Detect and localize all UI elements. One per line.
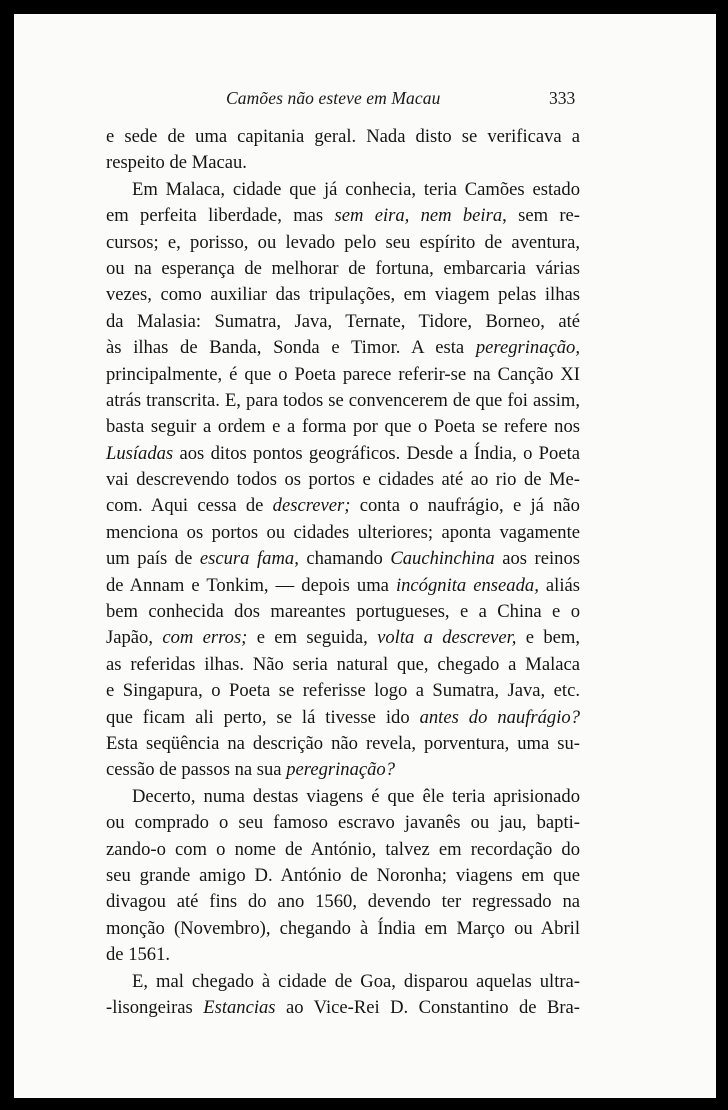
- text-run: basta seguir a ordem e a forma por que o Poeta se refere nos: [106, 416, 580, 438]
- text-line: [106, 414, 580, 440]
- text-line: [106, 705, 580, 731]
- text-line: [106, 309, 580, 335]
- text-line: [106, 493, 580, 519]
- text-line: [106, 388, 580, 414]
- text-line: [106, 625, 580, 651]
- text-run: aos reinos: [494, 548, 580, 570]
- text-line: [106, 969, 580, 995]
- text-line: [106, 810, 580, 836]
- text-run: e bem,: [516, 627, 580, 649]
- text-line: [106, 889, 580, 915]
- text-run: vai descrevendo todos os portos e cidades até ao rio de Me-: [106, 469, 580, 491]
- text-run: aos ditos pontos geográficos. Desde a Índia, o Poeta: [173, 442, 580, 464]
- text-line: [106, 916, 580, 942]
- text-line: [106, 124, 580, 150]
- text-run: E, mal chegado à cidade de Goa, disparou aquelas ultra-: [132, 970, 580, 992]
- text-line: [106, 256, 580, 282]
- italic-text: com erros;: [162, 627, 248, 649]
- text-run: Japão,: [106, 627, 163, 649]
- text-line: [106, 203, 580, 229]
- text-run: ou na esperança de melhorar de fortuna, embarcaria várias: [106, 257, 580, 279]
- text-run: Decerto, numa destas viagens é que êle teria aprisionado: [132, 785, 580, 807]
- text-line: [106, 995, 580, 1021]
- italic-text: incógnita enseada,: [395, 574, 539, 596]
- text-line: [106, 177, 580, 203]
- text-line: [106, 863, 580, 889]
- italic-text: peregrinação,: [475, 337, 580, 359]
- text-run: Em Malaca, cidade que já conhecia, teria Camões estado: [132, 178, 580, 200]
- text-run: as referidas ilhas. Não seria natural que, chegado a Malaca: [106, 653, 580, 675]
- text-run: , sem re-: [502, 205, 580, 227]
- text-line: [106, 467, 580, 493]
- page-number: 333: [549, 88, 576, 108]
- italic-text: descrever;: [272, 495, 351, 517]
- text-run: principalmente, é que o Poeta parece referir-se na Canção XI: [106, 363, 580, 385]
- text-run: com. Aqui cessa de: [106, 495, 273, 517]
- text-run: em perfeita liberdade, mas: [106, 205, 335, 227]
- text-run: de 1561.: [106, 944, 171, 966]
- text-run: seu grande amigo D. António de Noronha; viagens em que: [106, 864, 580, 886]
- text-run: ao Vice-Rei D. Constantino de Bra-: [275, 996, 581, 1018]
- italic-text: Cauchinchina: [390, 548, 495, 570]
- text-line: [106, 837, 580, 863]
- text-run: conta o naufrágio, e já não: [350, 495, 580, 517]
- text-line: [106, 573, 580, 599]
- text-line: [106, 757, 580, 783]
- text-run: e em seguida,: [247, 627, 378, 649]
- text-run: vezes, como auxiliar das tripulações, em viagem pelas ilhas: [106, 284, 580, 306]
- text-line: [106, 942, 580, 968]
- text-line: [106, 731, 580, 757]
- text-line: [106, 441, 580, 467]
- text-run: Esta seqüência na descrição não revela, porventura, uma su-: [106, 732, 580, 754]
- text-line: [106, 784, 580, 810]
- text-run: bem conhecida dos mareantes portugueses, e a China e o: [106, 601, 580, 623]
- italic-text: antes do naufrágio?: [419, 706, 580, 728]
- italic-text: peregrinação?: [286, 759, 396, 781]
- italic-text: escura fama,: [199, 548, 299, 570]
- text-run: cursos; e, porisso, ou levado pelo seu espírito de aventura,: [106, 231, 580, 253]
- text-run: cessão de passos na sua: [106, 759, 287, 781]
- text-run: divagou até fins do ano 1560, devendo ter regressado na: [106, 891, 580, 913]
- text-run: e Singapura, o Poeta se referisse logo a Sumatra, Java, etc.: [106, 680, 580, 702]
- text-run: monção (Novembro), chegando à Índia em Março ou Abril: [106, 917, 580, 939]
- text-run: menciona os portos ou cidades ulteriores; aponta vagamente: [106, 521, 580, 543]
- page-header: [14, 88, 716, 112]
- italic-text: Lusíadas: [106, 442, 174, 464]
- text-run: -lisongeiras: [106, 996, 204, 1018]
- text-run: da Malasia: Sumatra, Java, Ternate, Tidore, Borneo, até: [106, 310, 580, 332]
- book-page: [14, 14, 716, 1098]
- body-text: [106, 124, 580, 1021]
- text-line: [106, 546, 580, 572]
- text-line: [106, 335, 580, 361]
- italic-text: sem eira, nem beira: [334, 205, 503, 227]
- text-run: aliás: [538, 574, 580, 596]
- italic-text: Estancias: [203, 996, 276, 1018]
- text-run: atrás transcrita. E, para todos se convencerem de que foi assim,: [106, 389, 580, 411]
- text-line: [106, 362, 580, 388]
- text-run: chamando: [298, 548, 391, 570]
- text-run: zando-o com o nome de António, talvez em recordação do: [106, 838, 580, 860]
- running-title: Camões não esteve em Macau: [226, 88, 441, 108]
- text-run: de Annam e Tonkim, — depois uma: [106, 574, 396, 596]
- text-line: [106, 282, 580, 308]
- text-line: [106, 652, 580, 678]
- text-run: respeito de Macau.: [106, 152, 247, 174]
- text-line: [106, 150, 580, 176]
- italic-text: volta a descrever,: [377, 627, 517, 649]
- text-line: [106, 230, 580, 256]
- text-run: ou comprado o seu famoso escravo javanês ou jau, bapti-: [106, 812, 580, 834]
- text-run: e sede de uma capitania geral. Nada disto se verificava a: [106, 126, 580, 147]
- text-run: um país de: [106, 548, 200, 570]
- text-line: [106, 678, 580, 704]
- text-run: que ficam ali perto, se lá tivesse ido: [106, 706, 420, 728]
- text-line: [106, 520, 580, 546]
- text-line: [106, 599, 580, 625]
- text-run: às ilhas de Banda, Sonda e Timor. A esta: [106, 337, 476, 359]
